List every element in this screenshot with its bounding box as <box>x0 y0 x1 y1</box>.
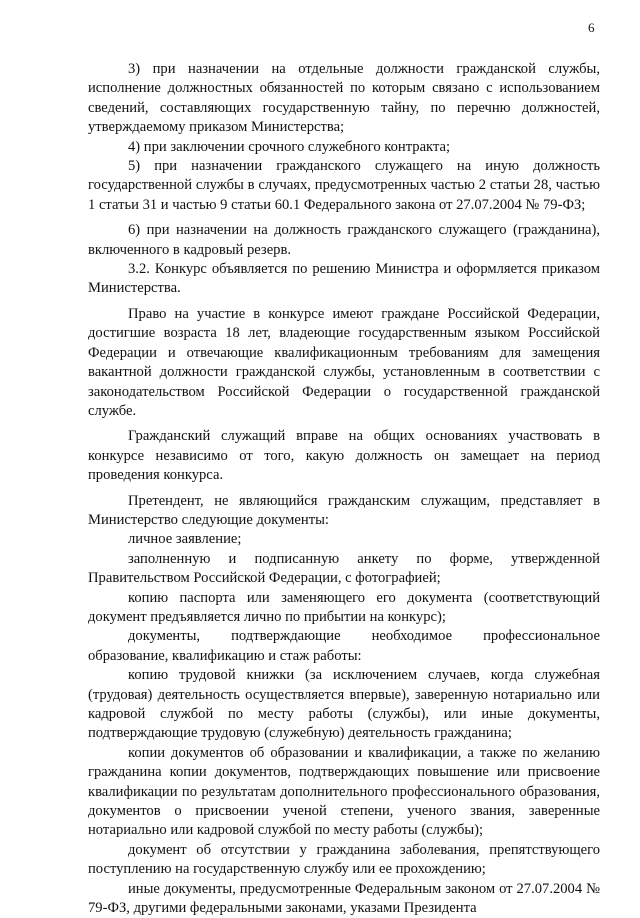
paragraph: копию трудовой книжки (за исключением случаев, когда служебная (трудовая) деятельность осуществляется впервые), заверенную нотариально или кадровой службой по месту работы (службы), или иные документы, подтверждающие трудовую (служебную) деятельность гражданина; <box>88 667 600 742</box>
paragraph: копии документов об образовании и квалификации, а также по желанию гражданина копии документов, подтверждающих повышение или присвоение квалификации по результатам дополнительного профессионального образования, документов о присвоении ученой степени, ученого звания, заверенные нотариально или кадровой службой по месту работы (службы); <box>88 744 600 839</box>
paragraph: личное заявление; <box>128 531 242 548</box>
paragraph: иные документы, предусмотренные Федеральным законом от 27.07.2004 № 79-ФЗ, другими федеральными законами, указами Президента <box>88 880 600 917</box>
paragraph: 3) при назначении на отдельные должности гражданской службы, исполнение должностных обязанностей по которым связано с использованием сведений, составляющих государственную тайну, по перечню должностей, утверждаемому приказом Министерства; <box>88 61 600 136</box>
paragraph: Право на участие в конкурсе имеют граждане Российской Федерации, достигшие возраста 18 лет, владеющие государственным языком Российской Федерации и отвечающие квалификационным требованиям для замещения вакантной должности гражданской службы, установленным в соответствии с законодательством Российской Федерации о государственной гражданской службе. <box>88 305 600 419</box>
paragraph: 3.2. Конкурс объявляется по решению Министра и оформляется приказом Министерства. <box>88 261 600 297</box>
document-body <box>88 60 600 918</box>
paragraph: документ об отсутствии у гражданина заболевания, препятствующего поступлению на государственную службу или ее прохождению; <box>88 841 600 878</box>
paragraph: документы, подтверждающие необходимое профессиональное образование, квалификацию и стаж работы: <box>88 628 600 664</box>
paragraph: 4) при заключении срочного служебного контракта; <box>128 138 451 155</box>
page-number: 6 <box>588 20 595 35</box>
paragraph: заполненную и подписанную анкету по форме, утвержденной Правительством Российской Федерации, с фотографией; <box>88 550 600 587</box>
paragraph: Претендент, не являющийся гражданским служащим, представляет в Министерство следующие документы: <box>88 492 600 528</box>
paragraph: 5) при назначении гражданского служащего на иную должность государственной службы в случаях, предусмотренных частью 2 статьи 28, частью 1 статьи 31 и частью 9 статьи 60.1 Федерального закона от 27.07.2004 № 79-ФЗ; <box>88 158 600 213</box>
paragraph: копию паспорта или заменяющего его документа (соответствующий документ предъявляется лично по прибытии на конкурс); <box>88 589 600 625</box>
paragraph: Гражданский служащий вправе на общих основаниях участвовать в конкурсе независимо от того, какую должность он замещает на период проведения конкурса. <box>88 428 600 484</box>
paragraph: 6) при назначении на должность гражданского служащего (гражданина), включенного в кадровый резерв. <box>88 222 600 258</box>
